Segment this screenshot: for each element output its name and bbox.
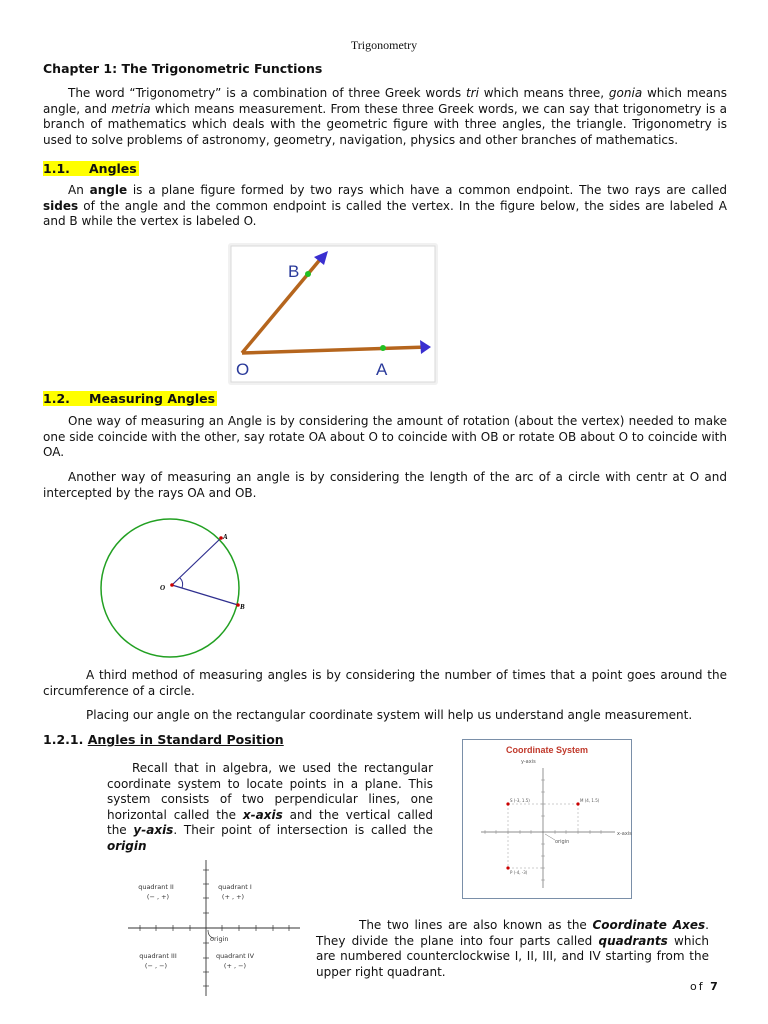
label-b: B bbox=[288, 262, 300, 281]
section-heading-standard-position: 1.2.1. Angles in Standard Position bbox=[43, 732, 284, 747]
quadrant-i-label: quadrant I bbox=[218, 883, 252, 891]
circle bbox=[101, 519, 239, 657]
quadrant-iii-sign: (− , −) bbox=[144, 962, 168, 970]
point-o bbox=[170, 583, 174, 587]
term-y-axis: y-axis bbox=[133, 823, 174, 837]
footer-of: of bbox=[690, 980, 705, 993]
term-angle: angle bbox=[89, 183, 128, 197]
quadrant-i-sign: (+ , +) bbox=[221, 893, 245, 901]
quadrant-figure-svg bbox=[118, 858, 308, 998]
quadrant-ii-sign: (− , +) bbox=[146, 893, 170, 901]
term-x-axis: x-axis bbox=[242, 807, 283, 822]
coordinate-system-svg bbox=[463, 740, 631, 898]
quadrant-iv-label: quadrant IV bbox=[215, 952, 255, 960]
quadrant-origin-label: origin bbox=[210, 935, 229, 943]
angle-figure-svg bbox=[228, 243, 438, 385]
ray-oa bbox=[172, 538, 221, 585]
running-head: Trigonometry bbox=[350, 38, 418, 52]
circle-figure-svg bbox=[96, 520, 246, 660]
point-p-label: P (-4, -3) bbox=[510, 870, 528, 875]
quadrant-figure bbox=[118, 858, 308, 998]
angle-figure bbox=[228, 243, 438, 385]
word-metria: metria bbox=[111, 101, 151, 116]
term-quadrants: quadrants bbox=[598, 933, 668, 948]
label-a: A bbox=[376, 360, 388, 379]
y-axis-label: y-axis bbox=[521, 759, 536, 765]
label-b: B bbox=[240, 603, 245, 611]
point-m-label: M (4, 1.5) bbox=[580, 798, 600, 803]
section-heading-angles: 1.1. Angles bbox=[43, 161, 137, 176]
x-axis-label: x-axis bbox=[617, 831, 632, 837]
angle-arc bbox=[180, 578, 183, 588]
page-footer bbox=[690, 980, 720, 993]
standard-position-paragraph: Recall that in algebra, we used the rectangular coordinate system to locate points in a plane. This system consists of two perpendicular lines, one horizontal called the x-axis and the vertical called the y-axis. Their point of intersection is called the origin bbox=[107, 761, 434, 853]
quadrant-iv-sign: (+ , −) bbox=[223, 962, 247, 970]
section-heading-measuring-angles: 1.2. Measuring Angles bbox=[43, 391, 216, 406]
measuring-paragraph-2: Another way of measuring an angle is by considering the length of the arc of a circle with centr at O and intercepted by the rays OA and OB. bbox=[43, 470, 727, 500]
origin-label: origin bbox=[555, 839, 570, 845]
quadrant-iii-label: quadrant III bbox=[139, 952, 177, 960]
origin-pointer bbox=[545, 834, 555, 840]
measuring-paragraph-4: Placing our angle on the rectangular coordinate system will help us understand angle measurement. bbox=[86, 708, 693, 722]
coordinate-system-figure bbox=[462, 739, 632, 899]
term-sides: sides bbox=[43, 198, 79, 213]
coordinate-system-title: Coordinate System bbox=[505, 745, 589, 755]
measuring-paragraph-1: One way of measuring an Angle is by considering the amount of rotation (about the vertex) needed to make one side coincide with the other, say rotate OA about O to coincide with OB or rotate OB about O to coincide with OA. bbox=[43, 414, 727, 459]
word-gonia: gonia bbox=[608, 86, 643, 100]
angles-paragraph: An angle is a plane figure formed by two rays which have a common endpoint. The two rays are called sides of the angle and the common endpoint is called the vertex. In the figure below, the sides are labeled A and B while the vertex is labeled O. bbox=[43, 183, 727, 228]
label-a: A bbox=[223, 533, 228, 541]
chapter-title: Chapter 1: The Trigonometric Functions bbox=[43, 61, 323, 76]
intro-paragraph: The word “Trigonometry” is a combination of three Greek words tri which means three, gonia which means angle, and metria which means measurement. From these three Greek words, we can say that trigonometry is a branch of mathematics which deals with the geometric figure with three angles, the triangle. Trigonometry is used to solve problems of astronomy, geometry, navigation, physics and other branches of mathematics. bbox=[43, 86, 728, 147]
point-s-label: S (-3, 1.5) bbox=[510, 798, 530, 803]
ray-ob bbox=[172, 585, 238, 605]
measuring-paragraph-3: A third method of measuring angles is by considering the number of times that a point goes around the circumference of a circle. bbox=[43, 668, 727, 698]
point-a bbox=[380, 345, 386, 351]
term-origin: origin bbox=[107, 838, 147, 853]
word-tri: tri bbox=[465, 86, 479, 100]
quadrant-ii-label: quadrant II bbox=[138, 883, 174, 891]
label-o: O bbox=[236, 360, 250, 379]
term-coordinate-axes: Coordinate Axes bbox=[592, 918, 706, 932]
circle-figure bbox=[96, 520, 246, 660]
point-b bbox=[305, 271, 311, 277]
footer-total-pages: 7 bbox=[710, 980, 720, 993]
coordinate-axes-paragraph: The two lines are also known as the Coordinate Axes. They divide the plane into four parts called quadrants which are numbered counterclockwise I, II, III, and IV starting from the upper right quadrant. bbox=[316, 918, 709, 979]
label-o: O bbox=[160, 584, 166, 592]
